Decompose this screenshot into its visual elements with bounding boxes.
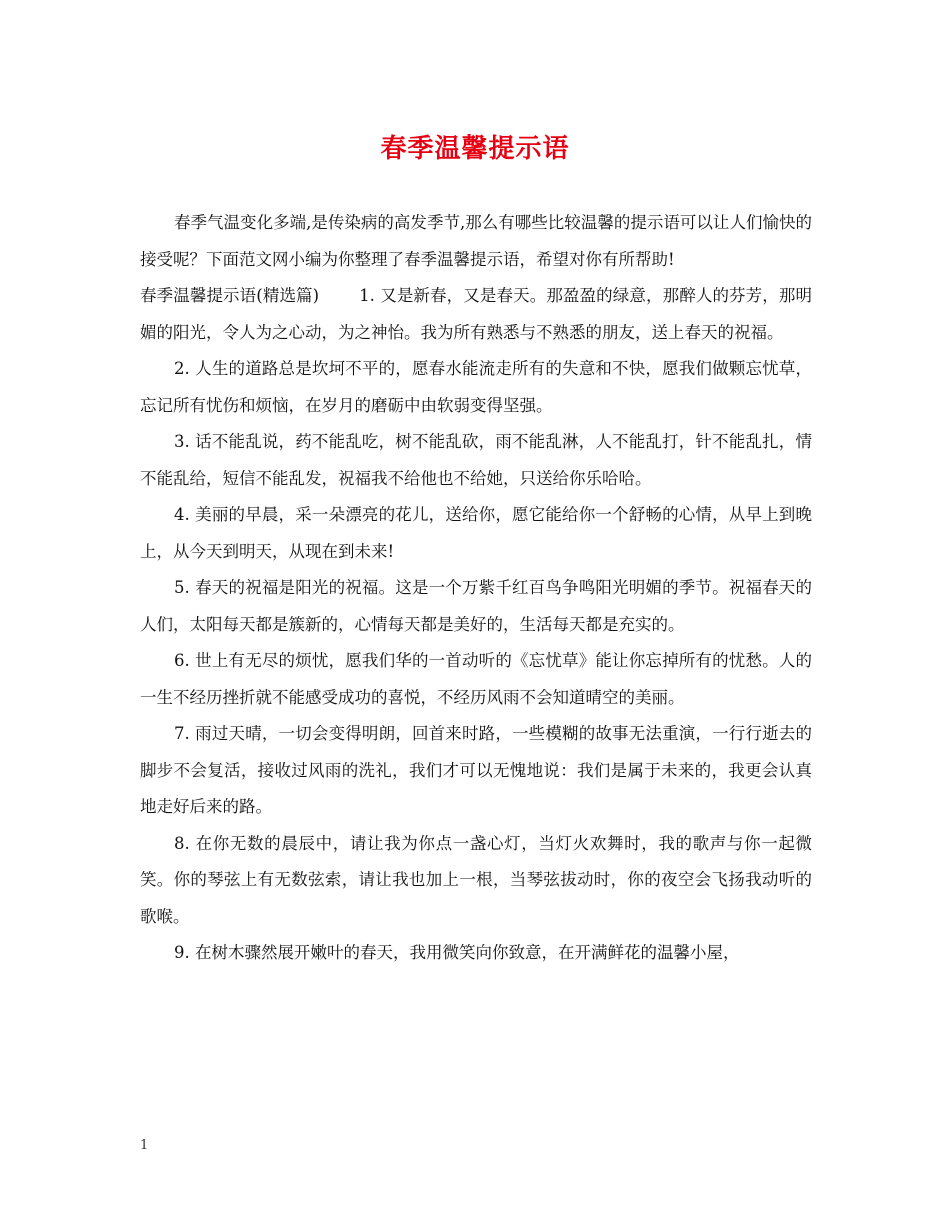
list-item: 1. 又是新春，又是春天。那盈盈的绿意，那醉人的芬芳，那明媚的阳光，令人为之心动，为之神怡。我为所有熟悉与不熟悉的朋友，送上春天的祝福。 xyxy=(140,286,812,342)
list-item: 9. 在树木骤然展开嫩叶的春天，我用微笑向你致意，在开满鲜花的温馨小屋， xyxy=(174,943,740,962)
list-item: 6. 世上有无尽的烦忧，愿我们华的一首动听的《忘忧草》能让你忘掉所有的忧愁。人的一生不经历挫折就不能感受成功的喜悦，不经历风雨不会知道晴空的美丽。 xyxy=(140,651,812,707)
list-item: 3. 话不能乱说，药不能乱吃，树不能乱砍，雨不能乱淋，人不能乱打，针不能乱扎，情不能乱给，短信不能乱发，祝福我不给他也不给她，只送给你乐哈哈。 xyxy=(140,432,812,488)
list-item: 7. 雨过天晴，一切会变得明朗，回首来时路，一些模糊的故事无法重演，一行行逝去的脚步不会复活，接收过风雨的洗礼，我们才可以无愧地说：我们是属于未来的，我更会认真地走好后来的路。 xyxy=(140,724,812,816)
list-item-1-paragraph xyxy=(140,278,812,351)
list-item: 2. 人生的道路总是坎坷不平的，愿春水能流走所有的失意和不快，愿我们做颗忘忧草，忘记所有忧伤和烦恼，在岁月的磨砺中由软弱变得坚强。 xyxy=(140,359,812,415)
list-item: 8. 在你无数的晨辰中，请让我为你点一盏心灯，当灯火欢舞时，我的歌声与你一起微笑。你的琴弦上有无数弦索，请让我也加上一根，当琴弦拔动时，你的夜空会飞扬我动听的歌喉。 xyxy=(140,833,812,926)
document-title: 春季温馨提示语 xyxy=(380,134,570,164)
section-heading: 春季温馨提示语(精选篇) xyxy=(140,286,320,305)
list-item: 4. 美丽的早晨，采一朵漂亮的花儿，送给你，愿它能给你一个舒畅的心情，从早上到晚上，从今天到明天，从现在到未来! xyxy=(140,505,812,561)
document-body xyxy=(140,205,812,972)
page-number: 1 xyxy=(140,1138,149,1153)
intro-paragraph: 春季气温变化多端,是传染病的高发季节,那么有哪些比较温馨的提示语可以让人们愉快的接受呢？下面范文网小编为你整理了春季温馨提示语，希望对你有所帮助! xyxy=(140,213,812,269)
list-item: 5. 春天的祝福是阳光的祝福。这是一个万紫千红百鸟争鸣阳光明媚的季节。祝福春天的人们，太阳每天都是簇新的，心情每天都是美好的，生活每天都是充实的。 xyxy=(140,578,812,634)
